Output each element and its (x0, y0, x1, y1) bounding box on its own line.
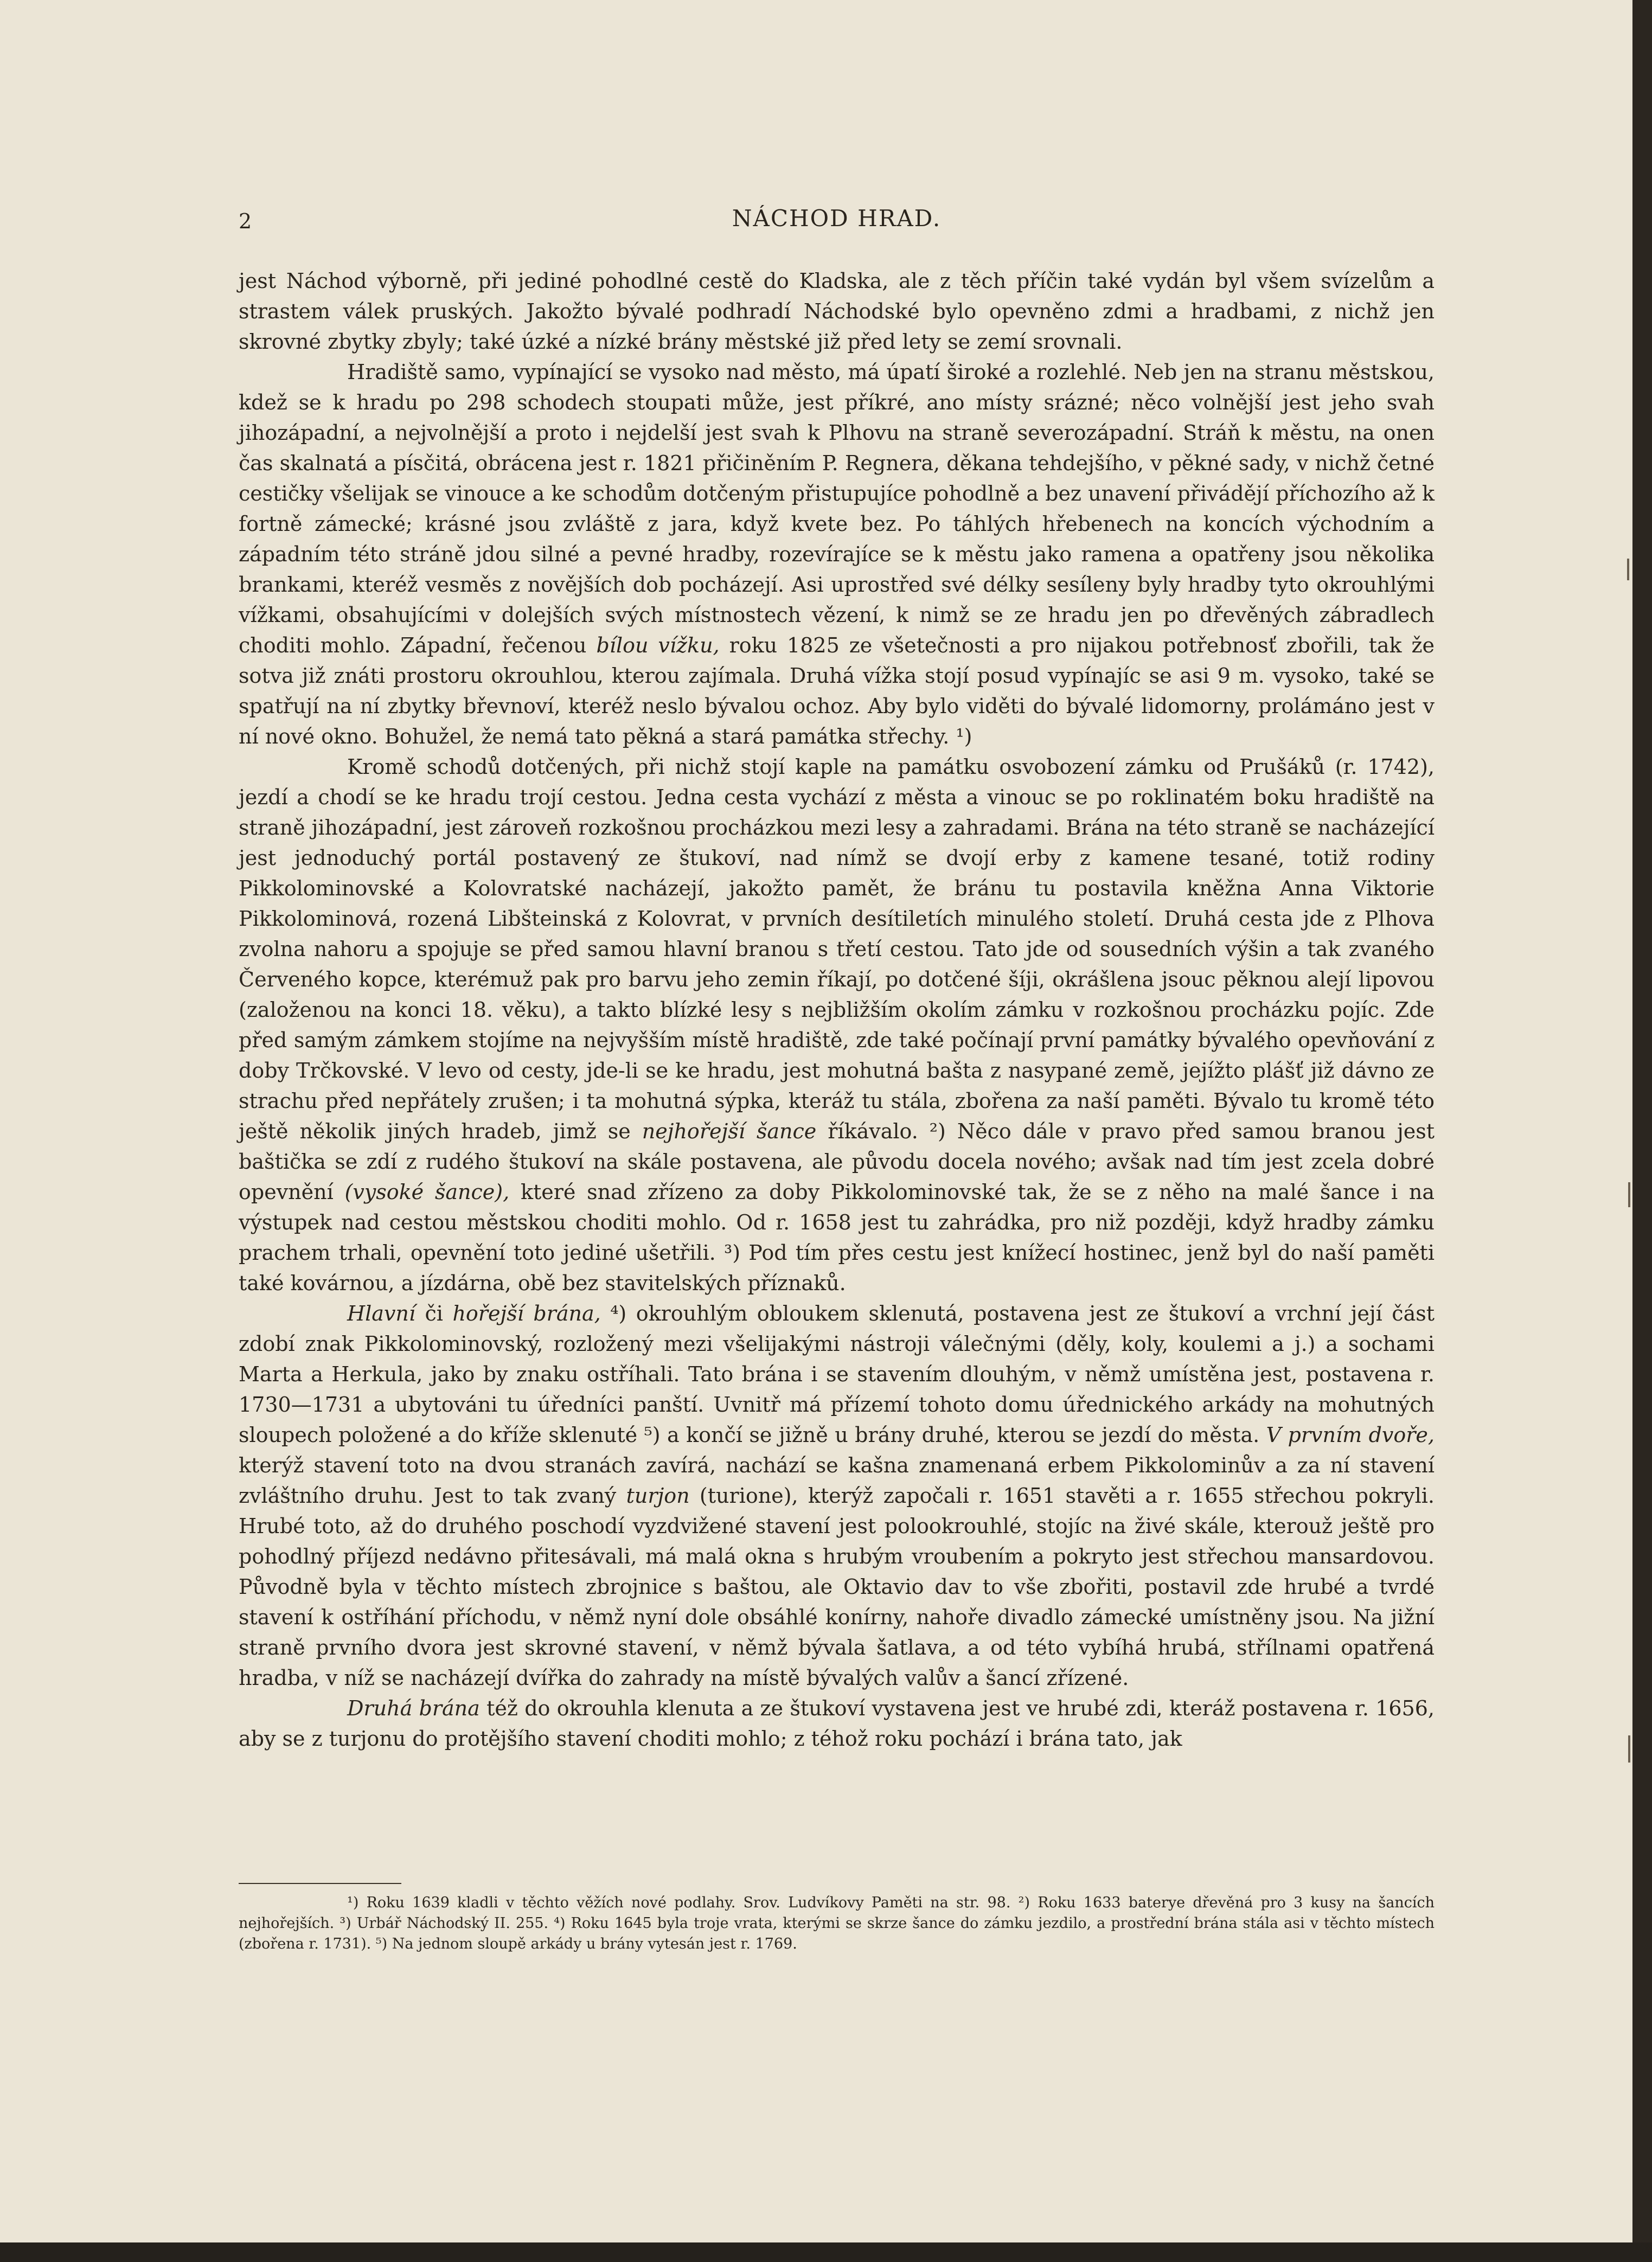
paragraph (239, 357, 1435, 752)
text-run: které snad zřízeno za doby Pikkolominovské tak, že se z něho na malé šance i na výstupek nad cestou městskou choditi mohlo. Od r. 1658 jest tu zahrádka, pro niž později, když hradby zámku prachem trhali, opevnění toto jediné ušetřili. ³) Pod tím přes cestu jest knížecí hostinec, jenž byl do naší paměti také kovárnou, a jízdárna, obě bez stavitelských příznaků. (239, 1180, 1435, 1295)
footnotes (239, 1893, 1435, 1955)
margin-mark (1627, 559, 1629, 580)
page-header (239, 205, 1435, 243)
text-run: (turione), kterýž započali r. 1651 stavěti a r. 1655 střechou pokryli. Hrubé toto, až do druhého poschodí vyzdvižené stavení jest polookrouhlé, stojíc na živé skále, kterouž ještě pro pohodlný příjezd nedávno přitesávali, má malá okna s hrubým vroubením a pokryto jest střechou mansardovou. Původně byla v těchto místech zbrojnice s baštou, ale Oktavio dav to vše zbořiti, postavil zde hrubé a tvrdé stavení k ostříhání příchodu, v němž nyní dole obsáhlé konírny, nahoře divadlo zámecké umístněny jsou. Na jižní straně prvního dvora jest skrovné stavení, v němž bývala šatlava, a od této vybíhá hrubá, střílnami opatřená hradba, v níž se nacházejí dvířka do zahrady na místě bývalých valův a šancí zřízené. (239, 1484, 1435, 1690)
paragraph (239, 1298, 1435, 1693)
footnote-rule (239, 1883, 401, 1884)
paragraph (239, 266, 1435, 357)
margin-mark (1628, 1735, 1630, 1763)
italic-text: (vysoké šance), (344, 1180, 510, 1204)
page-number: 2 (239, 209, 252, 233)
paragraph (239, 1693, 1435, 1754)
margin-mark (1628, 1182, 1630, 1207)
book-spine (1632, 0, 1652, 2262)
italic-text: turjon (626, 1484, 690, 1508)
italic-text: V prvním dvoře, (1266, 1423, 1435, 1447)
text-run: roku 1825 ze všetečnosti a pro nijakou potřebnosť zbořili, tak že sotva již znáti prostoru okrouhlou, kterou zajímala. Druhá vížka stojí posud vypínajíc se asi 9 m. vysoko, také se spatřují na ní zbytky břevnoví, kteréž neslo bývalou ochoz. Aby bylo viděti do bývalé lidomorny, prolámáno jest v ní nové okno. Bohužel, že nemá tato pěkná a stará památka střechy. ¹) (239, 633, 1435, 748)
text-run: či (415, 1302, 453, 1325)
italic-text: nejhořejší šance (642, 1119, 817, 1143)
text-run: Hradiště samo, vypínající se vysoko nad město, má úpatí široké a rozlehlé. Neb jen na stranu městskou, kdež se k hradu po 298 schodech stoupati může, jest příkré, ano místy srázné; něco volnější jest jeho svah jihozápadní, a nejvolnější a proto i nejdelší jest svah k Plhovu na straně severozápadní. Stráň k městu, na onen čas skalnatá a písčitá, obrácena jest r. 1821 přičiněním P. Regnera, děkana tehdejšího, v pěkné sady, v nichž četné cestičky všelijak se vinouce a ke schodům dotčeným přistupujíce pohodlně a bez unavení přivádějí příchozího až k fortně zámecké; krásné jsou zvláště z jara, když kvete bez. Po táhlých hřebenech na koncích východním a západním této stráně jdou silné a pevné hradby, rozevírajíce se k městu jako ramena a opatřeny jsou několika brankami, kteréž vesměs z novějších dob pocházejí. Asi uprostřed své délky sesíleny byly hradby tyto okrouhlými vížkami, obsahujícími v dolejších svých místnostech vězení, k nimž se ze hradu jen po dřevěných zábradlech choditi mohlo. Západní, řečenou (239, 360, 1435, 657)
text-run: jest Náchod výborně, při jediné pohodlné cestě do Kladska, ale z těch příčin také vydán byl všem svízelům a strastem válek pruských. Jakožto bývalé podhradí Náchodské bylo opevněno zdmi a hradbami, z nichž jen skrovné zbytky zbyly; také úzké a nízké brány městské již před lety se zemí srovnali. (239, 269, 1435, 354)
page-bottom-edge (0, 2242, 1652, 2262)
running-head: NÁCHOD HRAD. (732, 205, 942, 232)
italic-text: bílou vížku, (596, 633, 720, 657)
footnote-paragraph: ¹) Roku 1639 kladli v těchto věžích nové podlahy. Srov. Ludvíkovy Paměti na str. 98. ²) Roku 1633 baterye dřevěná pro 3 kusy na šancích nejhořejších. ³) Urbář Náchodský II. 255. ⁴) Roku 1645 byla troje vrata, kterými se skrze šance do zámku jezdilo, a prostřední brána stála asi v těchto místech (zbořena r. 1731). ⁵) Na jednom sloupě arkády u brány vytesán jest r. 1769. (239, 1894, 1435, 1952)
paragraph (239, 752, 1435, 1298)
italic-text: hořejší brána, (452, 1302, 601, 1325)
text-run: ⁴) okrouhlým obloukem sklenutá, postavena jest ze štukoví a vrchní její část zdobí znak Pikkolominovský, rozložený mezi všelijakými nástroji válečnými (děly, koly, koulemi a j.) a sochami Marta a Herkula, jako by znaku ostříhali. Tato brána i se stavením dlouhým, v němž umístěna jest, postavena r. 1730—1731 a ubytováni tu úředníci panští. Uvnitř má přízemí tohoto domu úřednického arkády na mohutných sloupech položené a do kříže sklenuté ⁵) a končí se jižně u brány druhé, kterou se jezdí do města. (239, 1302, 1435, 1447)
text-run: též do okrouhla klenuta a ze štukoví vystavena jest ve hrubé zdi, kteráž postavena r. 1656, aby se z turjonu do protějšího stavení choditi mohlo; z téhož roku pochází i brána tato, jak (239, 1696, 1435, 1751)
italic-text: Druhá brána (347, 1696, 480, 1720)
text-run: říkávalo. ²) Něco dále v pravo před samou branou jest baštička se zdí z rudého štukoví na skále postavena, ale původu docela nového; avšak nad tím jest zcela dobré opevnění (239, 1119, 1435, 1204)
text-run: kterýž stavení toto na dvou stranách zavírá, nachází se kašna znamenaná erbem Pikkolominův a za ní stavení zvláštního druhu. Jest to tak zvaný (239, 1453, 1435, 1508)
text-run: Kromě schodů dotčených, při nichž stojí kaple na památku osvobození zámku od Prušáků (r. 1742), jezdí a chodí se ke hradu trojí cestou. Jedna cesta vychází z města a vinouc se po roklinatém boku hradiště na straně jihozápadní, jest zároveň rozkošnou procházkou mezi lesy a zahradami. Brána na této straně se nacházející jest jednoduchý portál postavený ze štukoví, nad nímž se dvojí erby z kamene tesané, totiž rodiny Pikkolominovské a Kolovratské nacházejí, jakožto pamět, že bránu tu postavila kněžna Anna Viktorie Pikkolominová, rozená Libšteinská z Kolovrat, v prvních desítiletích minulého století. Druhá cesta jde z Plhova zvolna nahoru a spojuje se před samou hlavní branou s třetí cestou. Tato jde od sousedních výšin a tak zvaného Červeného kopce, kterémuž pak pro barvu jeho zemin říkají, po dotčené šíji, okrášlena jsouc pěknou alejí lipovou (založenou na konci 18. věku), a takto blízké lesy s nejbližším okolím zámku v rozkošnou procházku pojíc. Zde před samým zámkem stojíme na nejvyšším místě hradiště, zde také počínají první památky bývalého opevňování z doby Trčkovské. V levo od cesty, jde-li se ke hradu, jest mohutná bašta z nasypané země, jejížto plášť již dávno ze strachu před nepřátely zrušen; i ta mohutná sýpka, kteráž tu stála, zbořena za naší paměti. Bývalo tu kromě této ještě několik jiných hradeb, jimž se (239, 755, 1435, 1143)
body-text (239, 266, 1435, 1754)
italic-text: Hlavní (347, 1302, 416, 1325)
